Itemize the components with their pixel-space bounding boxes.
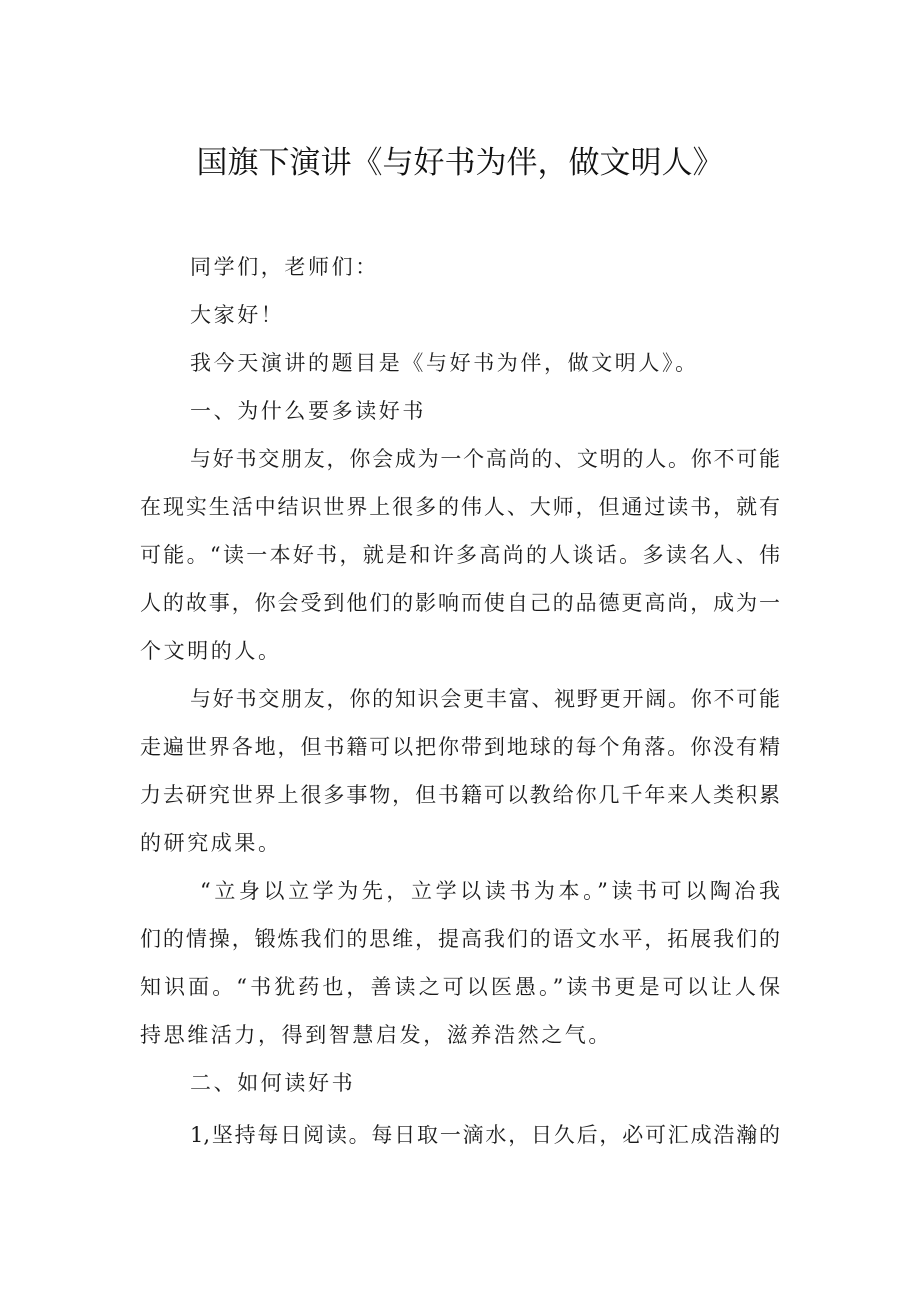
topic-intro-line: 我今天演讲的题目是《与好书为伴，做文明人》。	[190, 351, 699, 375]
paragraph-2-line-4: 的研究成果。	[140, 831, 282, 855]
greeting-line: 大家好！	[190, 303, 285, 327]
paragraph-2-line-1: 与好书交朋友，你的知识会更丰富、视野更开阔。你不可能	[190, 687, 780, 711]
paragraph-1-line-3: 可能。“读一本好书，就是和许多高尚的人谈话。多读名人、伟	[140, 543, 780, 567]
paragraph-3-line-3: 知识面。“书犹药也，善读之可以医愚。”读书更是可以让人保	[140, 975, 780, 999]
section-heading-2: 二、如何读好书	[190, 1071, 356, 1095]
salutation-line: 同学们，老师们：	[190, 255, 379, 279]
paragraph-3-line-1: “立身以立学为先，立学以读书为本。”读书可以陶冶我	[200, 879, 780, 903]
paragraph-3-line-2: 们的情操，锻炼我们的思维，提高我们的语文水平，拓展我们的	[140, 927, 780, 951]
paragraph-2-line-3: 力去研究世界上很多事物，但书籍可以教给你几千年来人类积累	[140, 783, 780, 807]
paragraph-4-line-1: 1,坚持每日阅读。每日取一滴水，日久后，必可汇成浩瀚的	[190, 1123, 780, 1147]
paragraph-1-line-1: 与好书交朋友，你会成为一个高尚的、文明的人。你不可能	[190, 447, 780, 471]
paragraph-3-line-4: 持思维活力，得到智慧启发，滋养浩然之气。	[140, 1023, 612, 1047]
paragraph-2-line-2: 走遍世界各地，但书籍可以把你带到地球的每个角落。你没有精	[140, 735, 780, 759]
document-title: 国旗下演讲《与好书为伴，做文明人》	[196, 145, 724, 181]
paragraph-1-line-2: 在现实生活中结识世界上很多的伟人、大师，但通过读书，就有	[140, 495, 780, 519]
paragraph-1-line-4: 人的故事，你会受到他们的影响而使自己的品德更高尚，成为一	[140, 591, 780, 615]
section-heading-1: 一、为什么要多读好书	[190, 399, 426, 423]
paragraph-1-line-5: 个文明的人。	[140, 639, 282, 663]
